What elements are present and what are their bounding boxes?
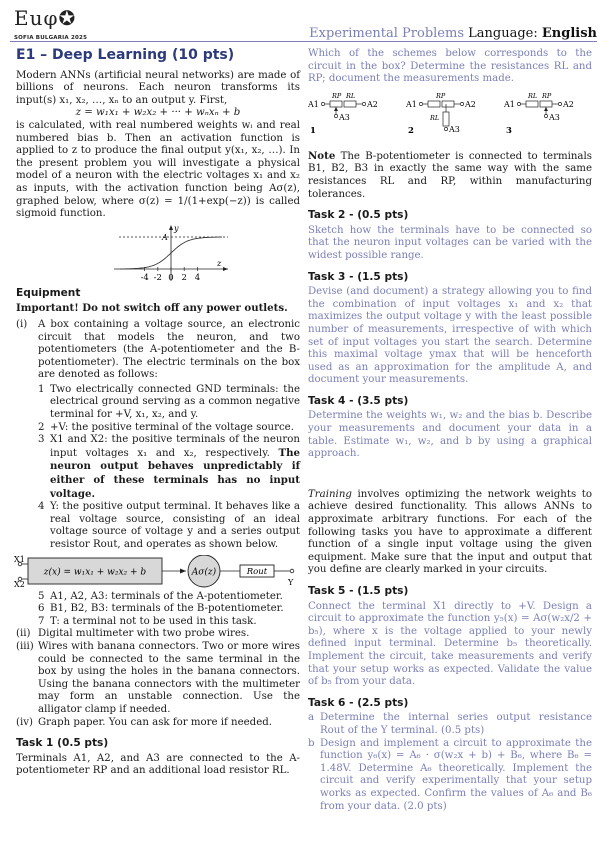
scheme-number: 2 (408, 125, 414, 136)
task3-text: Devise (and document) a strategy allowing you to find the combination of input voltages x₁ and x₂ that maximizes the output voltage y with the least possible number of measurements, irrespective of with which set of input voltages you start the search. Determine this maximal voltage ymax that will be henceforth used as an approximation for the amplitude A, and document your measurements. (308, 286, 592, 386)
terminal-item: 6 B1, B2, B3: terminals of the B-potentiometer. (38, 603, 284, 615)
x-tick-label: 2 (181, 272, 187, 283)
neuron-formula: z = w₁x₁ + w₂x₂ + ··· + wₙxₙ + b (75, 107, 241, 119)
resistor (526, 101, 538, 107)
page-header (12, 6, 597, 46)
svg-text:Aσ(z): Aσ(z) (191, 567, 217, 578)
svg-text:Rout: Rout (246, 566, 268, 577)
terminal-item: 3 X1 and X2: the positive terminals of the neuron input voltages x₁ and x₂, respectively. The neuron output behaves unpredictably if either of these terminals has no input voltage. (38, 434, 300, 500)
resistor (330, 101, 342, 107)
left-column (16, 48, 300, 778)
task6-item: b Design and implement a circuit to approximate the function y₆(x) = A₆ · σ(w₂x + b) + B₆, where B₆ = 1.48V. Determine A₆ theoretically. Implement the circuit and verify experimentally that your setup works as expected. Confirm the values of A₆ and B₆ from your data. (2.0 pts) (308, 737, 592, 812)
resistor (428, 101, 440, 107)
x-tick-label: -2 (153, 272, 162, 283)
task6-list (308, 712, 592, 813)
note-text: The B-potentiometer is connected to terminals B1, B2, B3 in exactly the same way with the same resistances RL and RP, within manufacturing tolerances. (308, 150, 592, 200)
equipment-list (16, 319, 300, 552)
task5-title: Task 5 - (1.5 pts) (308, 585, 409, 597)
equipment-item: (iii) Wires with banana connectors. Two or more wires could be connected to the same terminal in the box by using the holes in the banana connectors. Using the banana connectors with the multimeter may form an unstable connection. Use the alligator clamp if needed. (16, 640, 300, 715)
terminal-dot (362, 102, 365, 105)
resistor-label: RL (430, 113, 440, 122)
resistor-label: RP (542, 91, 552, 100)
sigmoid-plot-svg (16, 221, 300, 283)
terminal-dot (444, 127, 447, 130)
svg-text:A: A (162, 232, 168, 242)
task6-item: a Determine the internal series output resistance Rout of the Y terminal. (0.5 pts) (308, 712, 592, 736)
resistor (540, 101, 552, 107)
terminal-dot (419, 102, 422, 105)
important-note: Important! Do not switch off any power outlets. (16, 302, 288, 315)
terminal-item: 4 Y: the positive output terminal. It behaves like a real voltage source, consisting of an ideal voltage source of voltage y and a series output resistor Rout, and operates as shown below. (38, 501, 300, 550)
neuron-block-diagram (14, 555, 298, 589)
scheme-number: 3 (506, 125, 512, 136)
resistor (344, 101, 356, 107)
resistor-label: RP (436, 91, 446, 100)
equipment-item: (iv) Graph paper. You can ask for more if needed. (16, 716, 272, 728)
task1-title: Task 1 (0.5 pts) (16, 737, 109, 750)
equipment-list-cont (16, 591, 300, 730)
equipment-item (16, 591, 300, 629)
block-diagram-svg (14, 555, 298, 589)
svg-text:X1: X1 (14, 554, 25, 564)
terminal-label: A1 (308, 99, 319, 109)
terminal-dot (460, 102, 463, 105)
circuit-schemes (308, 90, 592, 142)
task3-title: Task 3 - (1.5 pts) (308, 270, 409, 283)
equipment-item: (ii) Digital multimeter with two probe wires. (16, 628, 250, 640)
olympiad-logo: Εuφ✪ (14, 6, 77, 30)
language-label: Language: (468, 26, 538, 41)
resistor-label: RP (332, 91, 342, 100)
note-label: Note (308, 149, 336, 162)
wiper-arrow (334, 107, 338, 111)
terminal-dot (558, 102, 561, 105)
task2-title: Task 2 - (0.5 pts) (308, 209, 409, 222)
terminal-item: 7 T: a terminal not to be used in this task. (38, 615, 257, 627)
task1-text: Terminals A1, A2, and A3 are connected to the A-potentiometer RP and an additional load resistor RL. (16, 752, 300, 777)
circuit-schemes-svg (308, 90, 592, 142)
wiper-arrow (544, 107, 548, 111)
equipment-item: (i) A box containing a voltage source, an electronic circuit that models the neuron, and two potentiometers (the A-potentiometer and the B-potentiometer). The electric terminals on the box are denoted as follows: 1 Two electrically connected GND terminals: the electrical ground serving as a common negative terminal for +V, x₁, x₂, and y. 2 +V: the positive terminal of the voltage source. 3 X1 and X2: the positive terminals of the neuron input voltages x₁ and x₂, respectively. The neuron output behaves unpredictably if either of these terminals has no input voltage. 4 Y: the positive output terminal. It behaves like a real voltage source, consisting of an ideal voltage source of voltage y and a series output resistor Rout, and operates as shown below. (16, 318, 300, 550)
scheme-number: 1 (310, 125, 316, 136)
terminal-list (38, 384, 300, 552)
terminal-dot (544, 114, 547, 117)
intro-paragraph-1: Modern ANNs (artificial neural networks) are made of billions of neurons. Each neuron transforms its input(s) x₁, x₂, …, xₙ to an output y. First, (16, 69, 300, 106)
logo-subtitle: SOFIA BULGARIA 2025 (14, 35, 88, 41)
right-column (308, 48, 592, 813)
svg-text:z: z (217, 258, 222, 268)
resistor (443, 112, 449, 126)
task4-title: Task 4 - (3.5 pts) (308, 394, 409, 407)
task2-text: Sketch how the terminals have to be connected so that the neuron input voltages can be varied with the widest possible range. (308, 224, 592, 261)
terminal-item: 2 +V: the positive terminal of the voltage source. (38, 421, 294, 433)
svg-text:Y: Y (288, 577, 294, 587)
task1-continuation: Which of the schemes below corresponds to the circuit in the box? Determine the resistances RL and RP; document the measurements made. (308, 48, 592, 85)
intro-paragraph-2: is calculated, with real numbered weights wᵢ and real numbered bias b. Then an activation function is applied to z to produce the final output y(x₁, x₂, …). In the present problem you will investigate a physical model of a neuron with the electric voltages x₁ and x₂ as inputs, with the activation function being Aσ(z), graphed below, where σ(z) = 1/(1+exp(−z)) is called sigmoid function. (16, 119, 300, 220)
problem-title: E1 – Deep Learning (10 pts) (16, 47, 235, 63)
resistor-label: RL (346, 91, 356, 100)
section-label: Experimental Problems (309, 26, 464, 41)
terminal-label: A2 (465, 99, 476, 109)
terminal-label: A3 (449, 124, 460, 134)
svg-text:X2: X2 (14, 579, 25, 589)
task5-text: Connect the terminal X1 directly to +V. Design a circuit to approximate the function y₅(x) = Aσ(w₂x/2 + b₅), where x is the voltage applied to your newly defined input terminal. Determine b₅ theoretically. Implement the circuit, take measurements and verify that your setup works as expected. Validate the value of b₅ from your data. (308, 600, 592, 688)
x-tick-label: 4 (194, 272, 201, 283)
x-tick-label: 0 (168, 272, 174, 283)
terminal-dot (517, 102, 520, 105)
terminal-label: A3 (549, 112, 560, 122)
terminal-label: A1 (406, 99, 417, 109)
sigmoid-plot (16, 221, 300, 283)
terminal-label: A1 (504, 99, 515, 109)
terminal-label: A2 (367, 99, 378, 109)
terminal-item: 1 Two electrically connected GND terminals: the electrical ground serving as a common negative terminal for +V, x₁, x₂, and y. (38, 383, 300, 421)
terminal-item: 5 A1, A2, A3: terminals of the A-potentiometer. (38, 590, 283, 602)
terminal-dot (334, 114, 337, 117)
terminal-label: A2 (563, 99, 574, 109)
svg-text:y: y (174, 223, 179, 233)
resistor-label: RL (528, 91, 538, 100)
task4-text: Determine the weights w₁, w₂ and the bias b. Describe your measurements and document your data in a table. Estimate w₁, w₂, and b by using a graphical approach. (308, 410, 592, 460)
header-rule (10, 41, 597, 42)
language-value: English (541, 26, 597, 41)
equipment-title: Equipment (16, 286, 81, 299)
task6-title: Task 6 - (2.5 pts) (308, 696, 409, 709)
x-tick-label: -4 (140, 272, 149, 283)
training-paragraph: Training involves optimizing the network weights to achieve desired functionality. This allows ANNs to approximate arbitrary functions. For each of the following tasks you have to approximate a different function of a single input voltage using the given equipment. Make sure that the input and output that you define are clearly marked in your circuits. (308, 488, 592, 576)
header-right (309, 26, 597, 41)
svg-text:z(x) = w₁x₁ + w₂x₂ + b: z(x) = w₁x₁ + w₂x₂ + b (43, 567, 147, 578)
resistor (442, 101, 454, 107)
terminal-label: A3 (339, 112, 350, 122)
terminal-dot (321, 102, 324, 105)
terminal-list-cont (38, 591, 300, 629)
